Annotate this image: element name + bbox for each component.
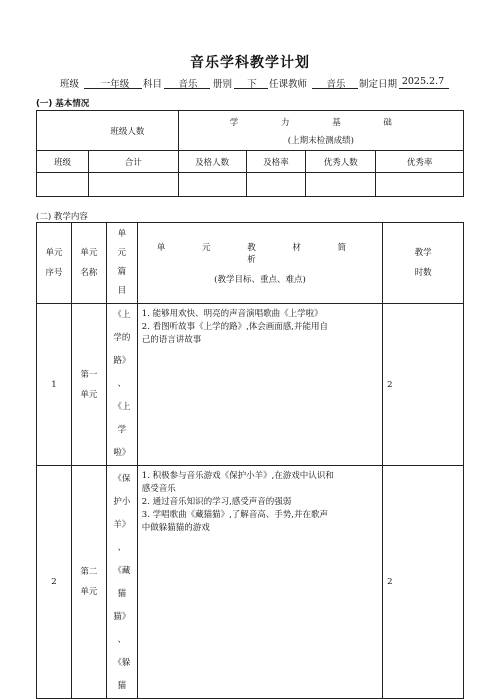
table-row: [37, 304, 464, 466]
class-count-label: 班级人数: [37, 111, 179, 151]
col-class: 班级: [37, 151, 89, 173]
unit-chapters: 《上 学的 路》 、 《上 学 啦》: [106, 304, 137, 466]
section-basic-heading: (一) 基本情况: [36, 99, 90, 109]
subject-value: 音乐: [178, 79, 198, 90]
col-excellent-rate: 优秀率: [376, 151, 464, 173]
col-content: [137, 223, 382, 304]
unit-analysis: 1. 积极参与音乐游戏《保护小羊》,在游戏中认识和 感受音乐 2. 通过音乐知识的学习,感受声音的强弱 3. 学唱歌曲《藏猫猫》,了解音高、手势,并在歌声 中做躲猫猫的游戏: [137, 466, 382, 699]
empty-cell: [178, 173, 246, 197]
col-total: 合计: [88, 151, 178, 173]
col-excellent-count: 优秀人数: [306, 151, 376, 173]
unit-hours: 2: [383, 304, 464, 466]
col-hours: 教学 时数: [383, 223, 464, 304]
unit-no: 2: [37, 466, 72, 699]
page-title: 音乐学科教学计划: [190, 55, 310, 71]
date-label: 制定日期: [359, 79, 398, 90]
teacher-label: 任课教师: [269, 79, 308, 90]
unit-analysis: 1. 能够用欢快、明亮的声音演唱歌曲《上学啦》 2. 看图听故事《上学的路》,体会画面感,并能用自 己的语言讲故事: [137, 304, 382, 466]
volume-value: 下: [247, 79, 257, 90]
col-unit-no: 单元 序号: [37, 223, 72, 304]
foundation-label: 学 力 基 础: [229, 117, 412, 128]
unit-chapters: 《保 护小 羊》 、 《藏 猫 猫》 、 《躲 猫: [106, 466, 137, 699]
table-row: [37, 466, 464, 699]
class-value: 一年级: [100, 79, 130, 90]
col-pass-rate: 及格率: [246, 151, 306, 173]
empty-cell: [246, 173, 306, 197]
plan-header-row: [0, 74, 500, 90]
col-unit-chapter: 单 元 篇 目: [106, 223, 137, 304]
foundation-sub: (上期末检测成绩): [287, 135, 354, 146]
col-unit-name: 单元 名称: [71, 223, 106, 304]
date-value: 2025.2.7: [401, 76, 445, 87]
section-content-heading: (二) 教学内容: [36, 212, 88, 222]
content-heading: 单 元 教 材 简 析: [156, 243, 364, 265]
foundation-cell: [178, 111, 463, 151]
class-label: 班级: [60, 79, 80, 90]
volume-label: 册别: [213, 79, 233, 90]
content-subheading: (教学目标、重点、难点): [214, 275, 306, 285]
unit-hours: 2: [383, 466, 464, 699]
empty-cell: [88, 173, 178, 197]
teaching-content-table: [36, 222, 464, 699]
empty-cell: [376, 173, 464, 197]
subject-label: 科目: [143, 79, 163, 90]
unit-no: 1: [37, 304, 72, 466]
unit-name: 第一 单元: [71, 304, 106, 466]
empty-cell: [37, 173, 89, 197]
col-pass-count: 及格人数: [178, 151, 246, 173]
unit-name: 第二 单元: [71, 466, 106, 699]
basic-info-table: [36, 110, 464, 197]
teacher-value: 音乐: [326, 79, 346, 90]
empty-cell: [306, 173, 376, 197]
